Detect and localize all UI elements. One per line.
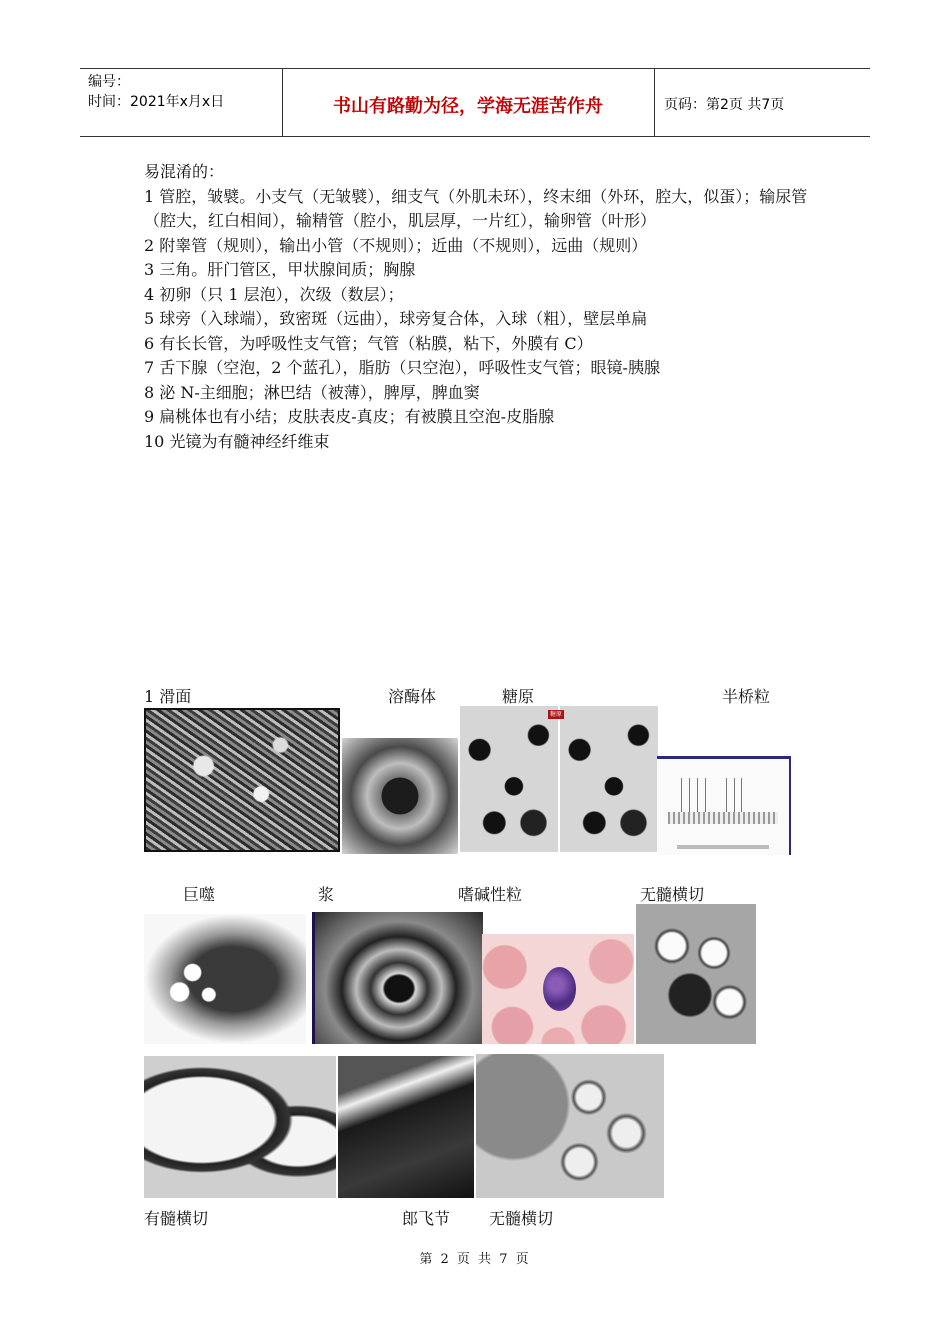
micrograph-plasma-cell bbox=[312, 912, 483, 1044]
figure-label-hemidesmosome: 半桥粒 bbox=[722, 687, 771, 706]
micrograph-unmyelinated-2 bbox=[476, 1054, 664, 1198]
header-bottom-rule bbox=[80, 136, 870, 137]
header-divider-right bbox=[654, 68, 655, 136]
figure-label-lysosome: 溶酶体 bbox=[388, 687, 437, 706]
time-label: 时间：2021年x月x日 bbox=[88, 94, 225, 110]
figure-label-macrophage: 巨噬 bbox=[183, 885, 216, 904]
notes-content bbox=[144, 160, 834, 454]
note-line: 3 三角。肝门管区，甲状腺间质；胸腺 bbox=[144, 260, 416, 279]
note-line: 6 有长长管，为呼吸性支气管；气管（粘膜，粘下，外膜有 C） bbox=[144, 333, 593, 353]
micrograph-macrophage bbox=[144, 914, 306, 1044]
notes-heading: 易混淆的： bbox=[144, 162, 225, 181]
figure-label-myelinated: 有髓横切 bbox=[144, 1209, 209, 1228]
header-top-rule bbox=[80, 68, 870, 69]
micrograph-glycogen-right bbox=[560, 706, 658, 852]
micrograph-glycogen-left bbox=[460, 706, 558, 852]
micrograph-myelinated bbox=[144, 1056, 336, 1198]
motto: 书山有路勤为径，学海无涯苦作舟 bbox=[333, 96, 603, 117]
note-line: 8 泌 N-主细胞；淋巴结（被薄），脾厚，脾血窦 bbox=[144, 382, 480, 402]
note-line: 7 舌下腺（空泡，2 个蓝孔），脂肪（只空泡），呼吸性支气管；眼镜-胰腺 bbox=[144, 358, 660, 377]
diagram-hemidesmosome bbox=[657, 756, 791, 855]
number-label: 编号： bbox=[88, 74, 130, 90]
figure-label-plasma-cell: 浆 bbox=[318, 885, 335, 904]
note-line: 1 管腔，皱襞。小支气（无皱襞），细支气（外肌未环），终末细（外环，腔大，似蛋）；输尿管（腔大，红白相间），输精管（腔小，肌层厚，一片红），输卵管（叶形） bbox=[144, 186, 808, 230]
micrograph-unmyelinated-1 bbox=[636, 904, 756, 1044]
micrograph-smooth-er bbox=[144, 708, 340, 852]
page-info: 页码：第2页 共7页 bbox=[664, 97, 785, 113]
page-footer: 第 2 页 共 7 页 bbox=[419, 1252, 531, 1267]
micrograph-basophil bbox=[482, 934, 634, 1044]
figure-label-smooth-er: 1 滑面 bbox=[144, 687, 192, 706]
micrograph-lysosome bbox=[342, 738, 458, 854]
note-line: 10 光镜为有髓神经纤维束 bbox=[144, 431, 330, 451]
figure-label-glycogen: 糖原 bbox=[502, 687, 535, 706]
note-line: 9 扁桃体也有小结；皮肤表皮-真皮；有被膜且空泡-皮脂腺 bbox=[144, 407, 555, 426]
basophil-cell bbox=[543, 967, 576, 1011]
figure-label-unmyelinated-2: 无髓横切 bbox=[489, 1209, 554, 1228]
note-line: 5 球旁（入球端），致密斑（远曲），球旁复合体，入球（粗），壁层单扁 bbox=[144, 309, 648, 328]
note-line: 2 附睾管（规则），输出小管（不规则）；近曲（不规则），远曲（规则） bbox=[144, 235, 648, 255]
glycogen-badge bbox=[548, 710, 564, 719]
micrograph-node-of-ranvier bbox=[338, 1056, 474, 1198]
glycogen-badge-text: 糖原 bbox=[549, 711, 562, 718]
note-line: 4 初卵（只 1 层泡），次级（数层）； bbox=[144, 284, 404, 304]
header-meta bbox=[88, 72, 224, 112]
figure-label-unmyelinated-1: 无髓横切 bbox=[640, 885, 705, 904]
figure-label-basophil: 嗜碱性粒 bbox=[458, 885, 523, 904]
figure-label-node-of-ranvier: 郎飞节 bbox=[402, 1209, 451, 1228]
